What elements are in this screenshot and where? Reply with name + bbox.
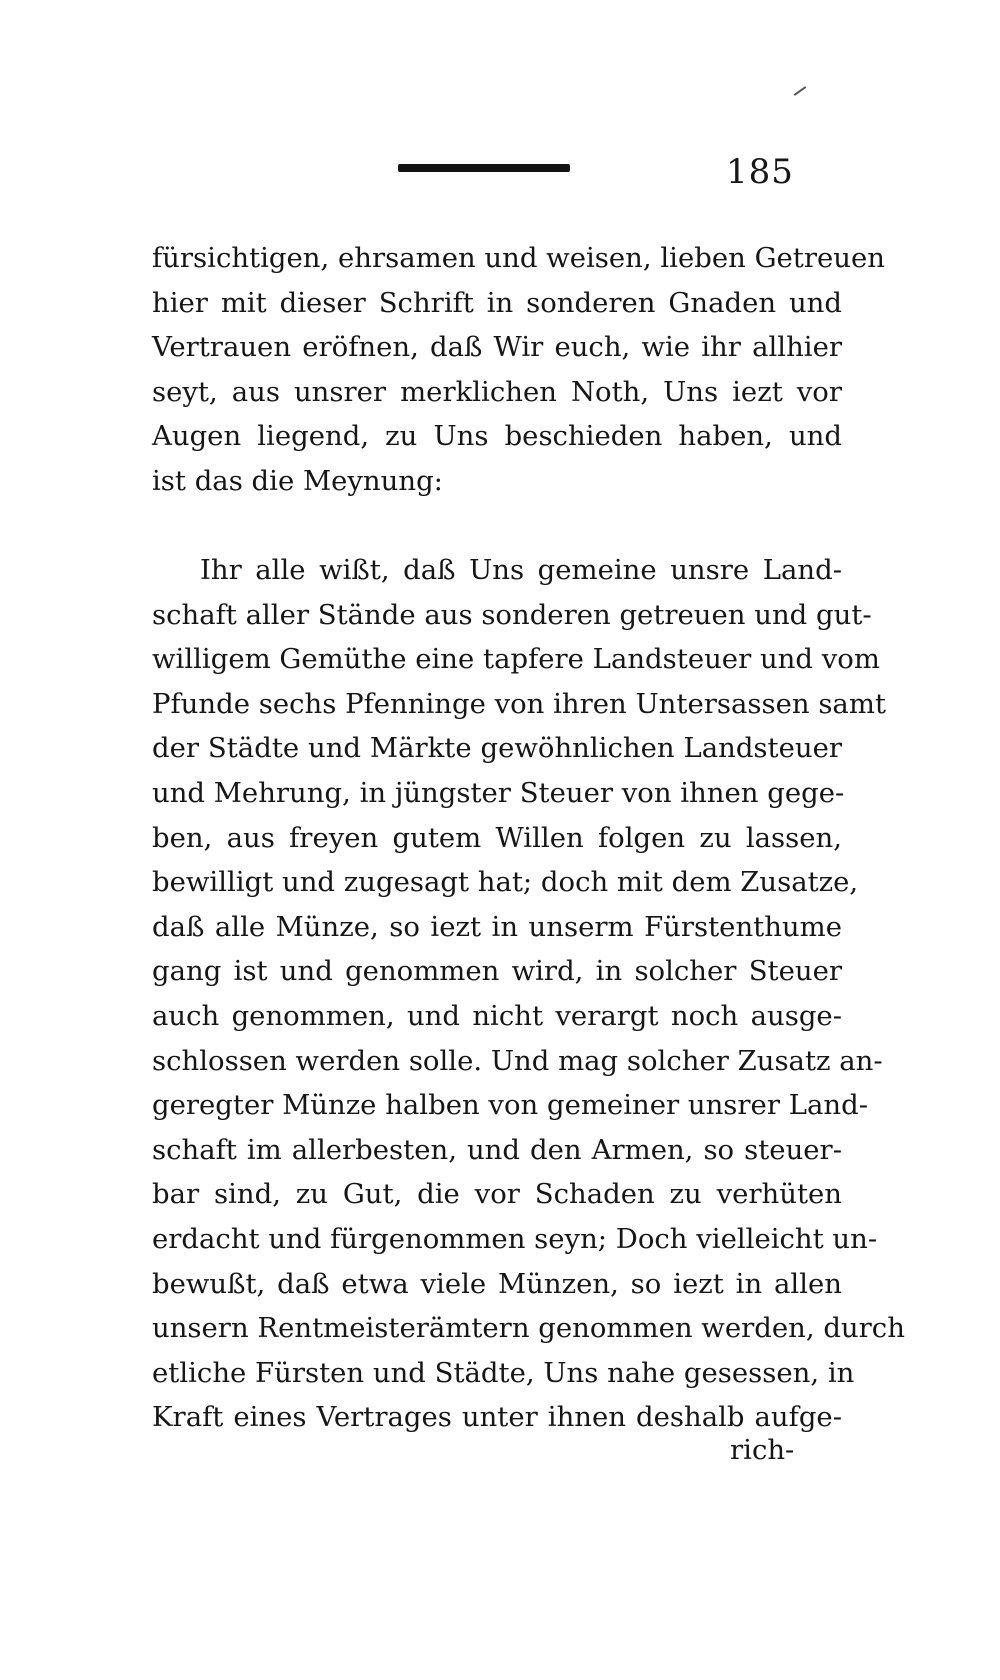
text-line: unsern Rentmeisterämtern genommen werden, durch xyxy=(152,1312,905,1345)
text-line: Ihr alle wißt, daß Uns gemeine unsre Land- xyxy=(200,554,842,586)
text-line: auch genommen, und nicht verargt noch ausge- xyxy=(152,999,842,1032)
text-line: schaft im allerbesten, und den Armen, so steuer- xyxy=(152,1133,842,1166)
text-line: seyt, aus unsrer merklichen Noth, Uns iezt vor xyxy=(152,375,842,408)
stray-ink-mark xyxy=(794,86,807,96)
page-number: 185 xyxy=(726,152,794,192)
text-line: ben, aus freyen gutem Willen folgen zu lassen, xyxy=(152,821,842,854)
text-line: fürsichtigen, ehrsamen und weisen, lieben Getreuen xyxy=(152,242,885,274)
text-line: etliche Fürsten und Städte, Uns nahe gesessen, in xyxy=(152,1356,855,1389)
text-line: Vertrauen eröfnen, daß Wir euch, wie ihr allhier xyxy=(152,331,842,364)
text-line: willigem Gemüthe eine tapfere Landsteuer und vom xyxy=(152,643,880,676)
text-line: Augen liegend, zu Uns beschieden haben, und xyxy=(152,420,842,453)
text-line: ist das die Meynung: xyxy=(152,464,443,497)
text-line: hier mit dieser Schrift in sonderen Gnaden und xyxy=(152,286,842,319)
text-line: Pfunde sechs Pfenninge von ihren Untersassen samt xyxy=(152,687,886,720)
text-line: bewilligt und zugesagt hat; doch mit dem Zusatze, xyxy=(152,866,859,899)
text-line: bewußt, daß etwa viele Münzen, so iezt in allen xyxy=(152,1267,842,1300)
text-line: bar sind, zu Gut, die vor Schaden zu verhüten xyxy=(152,1178,842,1211)
paragraph-2 xyxy=(152,548,905,1440)
text-line: und Mehrung, in jüngster Steuer von ihnen gege- xyxy=(152,776,845,809)
text-line: der Städte und Märkte gewöhnlichen Landsteuer xyxy=(152,732,842,765)
text-line: schlossen werden solle. Und mag solcher Zusatz an- xyxy=(152,1044,883,1077)
text-line: gang ist und genommen wird, in solcher Steuer xyxy=(152,955,842,988)
text-line: erdacht und fürgenommen seyn; Doch vielleicht un- xyxy=(152,1222,878,1255)
text-line: Kraft eines Vertrages unter ihnen deshalb aufge- xyxy=(152,1401,842,1434)
text-line: schaft aller Stände aus sonderen getreuen und gut- xyxy=(152,598,872,631)
paragraph-1 xyxy=(152,236,885,504)
text-line: geregter Münze halben von gemeiner unsrer Land- xyxy=(152,1089,868,1122)
text-line: daß alle Münze, so iezt in unserm Fürstenthume xyxy=(152,910,842,943)
catchword: rich- xyxy=(730,1434,795,1466)
header-rule xyxy=(398,164,570,172)
